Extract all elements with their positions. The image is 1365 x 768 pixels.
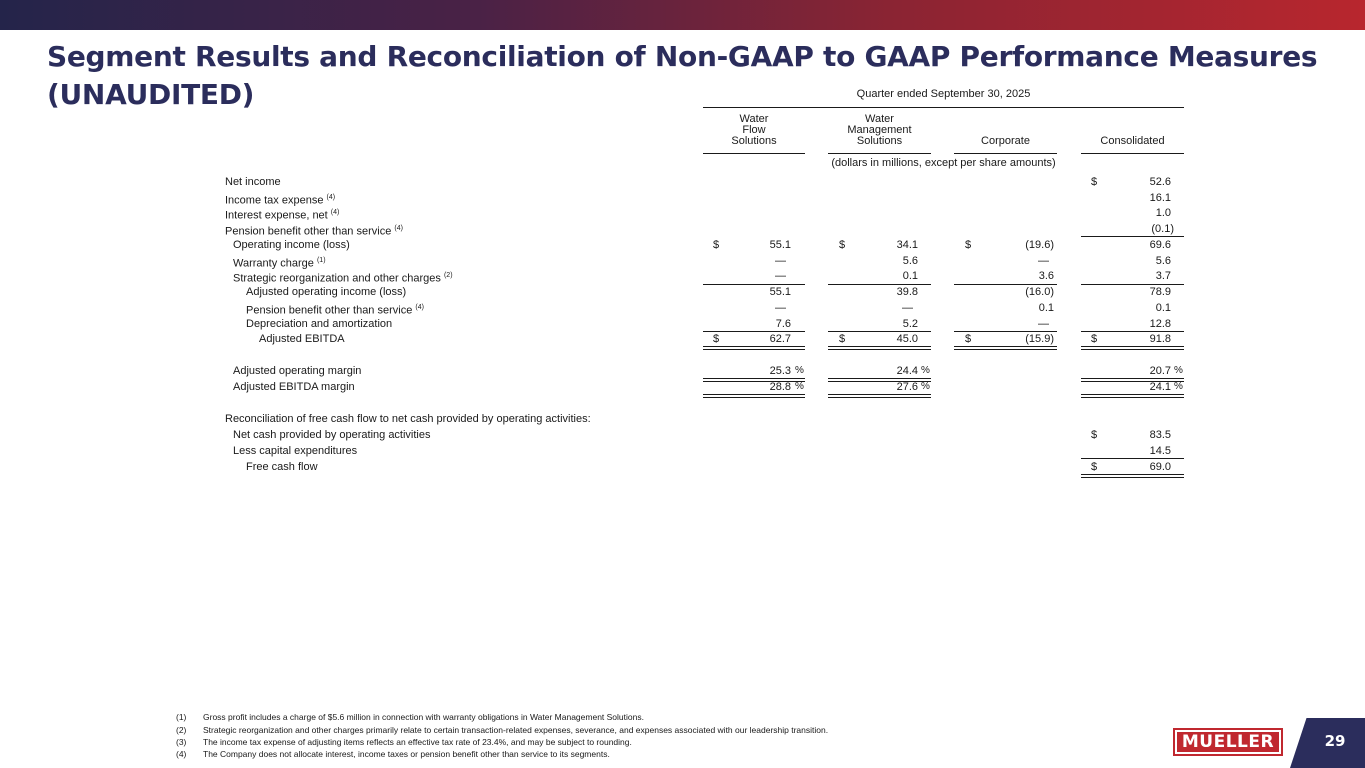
cell-adj-op-income-wms: 39.8 bbox=[896, 286, 918, 298]
ebitda-wms-currency: $ bbox=[839, 333, 846, 345]
rule-capex-cons bbox=[1081, 458, 1184, 459]
row-label-fcf: Free cash flow bbox=[246, 461, 318, 473]
cell-adj-op-income-wfs: 55.1 bbox=[769, 286, 791, 298]
pct-sign: % bbox=[921, 365, 930, 376]
footnote-text: Strategic reorganization and other charges primarily relate to certain transaction-related expenses, severance, and expenses associated with our leadership transition. bbox=[203, 725, 829, 735]
cell-net-cash-cons: 83.5 bbox=[1149, 429, 1171, 441]
logo-text: MUELLER bbox=[1177, 732, 1279, 752]
page-title: Segment Results and Reconciliation of Non-GAAP to GAAP Performance Measures (UNAUDITED) bbox=[47, 40, 1318, 111]
row-label-adj-op-income: Adjusted operating income (loss) bbox=[246, 286, 407, 298]
footnote-text: Gross profit includes a charge of $5.6 million in connection with warranty obligations in Water Management Solutions. bbox=[203, 712, 644, 722]
cell-fcf-cons: 69.0 bbox=[1149, 461, 1171, 473]
row-label-adj-ebitda-margin: Adjusted EBITDA margin bbox=[233, 381, 355, 393]
cell-pension-cons: (0.1) bbox=[1151, 223, 1174, 235]
row-label-income-tax: Income tax expense $^{(4)}$ bbox=[225, 194, 336, 207]
col-wms-line1: Water bbox=[865, 113, 894, 125]
double-rule-ebm-cons bbox=[1081, 394, 1184, 398]
cell-warranty-cons: 5.6 bbox=[1155, 255, 1171, 267]
row-label-pension-2: Pension benefit other than service $^{(4)}$ bbox=[246, 304, 424, 317]
col-wfs-line1: Water bbox=[739, 113, 769, 125]
row-label-adj-ebitda: Adjusted EBITDA bbox=[259, 333, 345, 345]
cell-adj-ebitda-wms: 45.0 bbox=[896, 333, 918, 345]
footnote-number: (2) bbox=[176, 725, 187, 735]
page-number: 29 bbox=[1324, 732, 1346, 750]
footnote-number: (3) bbox=[176, 737, 187, 747]
cell-adj-op-income-corp: (16.0) bbox=[1025, 286, 1054, 298]
period-header: Quarter ended September 30, 2025 bbox=[856, 88, 1031, 100]
row-label-strategic: Strategic reorganization and other charges $^{(2)}$ bbox=[233, 272, 453, 285]
pct-sign: % bbox=[795, 365, 804, 376]
rule-col-wfs bbox=[703, 153, 805, 154]
cell-op-income-corp: (19.6) bbox=[1025, 239, 1054, 251]
cell-strategic-wms: 0.1 bbox=[902, 270, 918, 282]
pct-sign: % bbox=[1174, 381, 1183, 392]
rule-pension-cons bbox=[1081, 236, 1184, 237]
row-label-dep-amort: Depreciation and amortization bbox=[246, 318, 393, 330]
cell-pension2-wfs: — bbox=[775, 302, 786, 314]
row-label-warranty: Warranty charge $^{(1)}$ bbox=[233, 257, 326, 270]
footnote-number: (4) bbox=[176, 749, 187, 759]
cell-adj-ebitda-cons: 91.8 bbox=[1149, 333, 1171, 345]
cell-interest-cons: 1.0 bbox=[1155, 207, 1171, 219]
cell-strategic-cons: 3.7 bbox=[1155, 270, 1171, 282]
cell-pension2-corp: 0.1 bbox=[1038, 302, 1054, 314]
col-wfs-line2: Flow bbox=[742, 124, 766, 136]
ebitda-corp-currency: $ bbox=[965, 333, 972, 345]
cell-dep-amort-corp: — bbox=[1038, 318, 1049, 330]
net-cash-currency: $ bbox=[1091, 429, 1098, 441]
double-rule-ebm-wms bbox=[828, 394, 931, 398]
col-consolidated: Consolidated bbox=[1100, 135, 1165, 147]
cell-warranty-corp: — bbox=[1038, 255, 1049, 267]
row-label-net-income: Net income bbox=[225, 176, 281, 188]
wfs-currency: $ bbox=[713, 239, 720, 251]
cell-adj-op-income-cons: 78.9 bbox=[1149, 286, 1171, 298]
cell-net-income-cons: 52.6 bbox=[1149, 176, 1171, 188]
double-rule-ebitda-wms bbox=[828, 346, 931, 350]
units-note: (dollars in millions, except per share amounts) bbox=[831, 157, 1056, 169]
double-rule-fcf-cons bbox=[1081, 474, 1184, 478]
cell-pension2-wms: — bbox=[902, 302, 913, 314]
cell-pension2-cons: 0.1 bbox=[1155, 302, 1171, 314]
col-wms-line3: Solutions bbox=[856, 135, 903, 147]
cell-warranty-wfs: — bbox=[775, 255, 786, 267]
row-label-adj-op-margin: Adjusted operating margin bbox=[233, 365, 362, 377]
mueller-logo bbox=[1173, 728, 1283, 756]
cell-op-income-wms: 34.1 bbox=[896, 239, 918, 251]
corp-currency: $ bbox=[965, 239, 972, 251]
cell-op-income-cons: 69.6 bbox=[1149, 239, 1171, 251]
rule-period bbox=[703, 107, 1184, 108]
ebitda-wfs-currency: $ bbox=[713, 333, 720, 345]
fcf-currency: $ bbox=[1091, 461, 1098, 473]
cell-dep-amort-wms: 5.2 bbox=[902, 318, 918, 330]
footnote-number: (1) bbox=[176, 712, 187, 722]
cons-currency: $ bbox=[1091, 176, 1098, 188]
cell-adj-op-margin-wfs: 25.3 bbox=[769, 365, 791, 377]
cell-adj-ebitda-corp: (15.9) bbox=[1025, 333, 1054, 345]
wms-currency: $ bbox=[839, 239, 846, 251]
row-label-interest: Interest expense, net $^{(4)}$ bbox=[225, 209, 340, 222]
cell-strategic-corp: 3.6 bbox=[1038, 270, 1054, 282]
rule-col-corp bbox=[954, 153, 1057, 154]
cell-strategic-wfs: — bbox=[775, 270, 786, 282]
cell-adj-ebitda-margin-wms: 27.6 bbox=[896, 381, 918, 393]
cell-adj-op-margin-cons: 20.7 bbox=[1149, 365, 1171, 377]
cell-adj-ebitda-margin-cons: 24.1 bbox=[1149, 381, 1171, 393]
cell-op-income-wfs: 55.1 bbox=[769, 239, 791, 251]
rule-col-wms bbox=[828, 153, 931, 154]
col-corporate: Corporate bbox=[981, 135, 1030, 147]
row-label-net-cash: Net cash provided by operating activities bbox=[233, 429, 431, 441]
double-rule-ebitda-wfs bbox=[703, 346, 805, 350]
footnote-text: The income tax expense of adjusting items reflects an effective tax rate of 23.4%, and may be subject to rounding. bbox=[203, 737, 632, 747]
row-label-operating-income: Operating income (loss) bbox=[233, 239, 350, 251]
cell-warranty-wms: 5.6 bbox=[902, 255, 918, 267]
ebitda-cons-currency: $ bbox=[1091, 333, 1098, 345]
cell-adj-op-margin-wms: 24.4 bbox=[896, 365, 918, 377]
cell-capex-cons: 14.5 bbox=[1149, 445, 1171, 457]
double-rule-ebitda-cons bbox=[1081, 346, 1184, 350]
pct-sign: % bbox=[1174, 365, 1183, 376]
pct-sign: % bbox=[921, 381, 930, 392]
fcf-section-header: Reconciliation of free cash flow to net cash provided by operating activities: bbox=[225, 413, 591, 425]
col-wms-line2: Management bbox=[847, 124, 912, 136]
pct-sign: % bbox=[795, 381, 804, 392]
double-rule-ebitda-corp bbox=[954, 346, 1057, 350]
rule-col-cons bbox=[1081, 153, 1184, 154]
double-rule-ebm-wfs bbox=[703, 394, 805, 398]
cell-dep-amort-cons: 12.8 bbox=[1149, 318, 1171, 330]
row-label-capex: Less capital expenditures bbox=[233, 445, 358, 457]
footnote-text: The Company does not allocate interest, income taxes or pension benefit other than service to its segments. bbox=[203, 749, 610, 759]
cell-income-tax-cons: 16.1 bbox=[1149, 192, 1171, 204]
cell-adj-ebitda-margin-wfs: 28.8 bbox=[769, 381, 791, 393]
cell-dep-amort-wfs: 7.6 bbox=[775, 318, 791, 330]
col-wfs-line3: Solutions bbox=[731, 135, 777, 147]
row-label-pension: Pension benefit other than service $^{(4)}$ bbox=[225, 225, 403, 238]
cell-adj-ebitda-wfs: 62.7 bbox=[769, 333, 791, 345]
